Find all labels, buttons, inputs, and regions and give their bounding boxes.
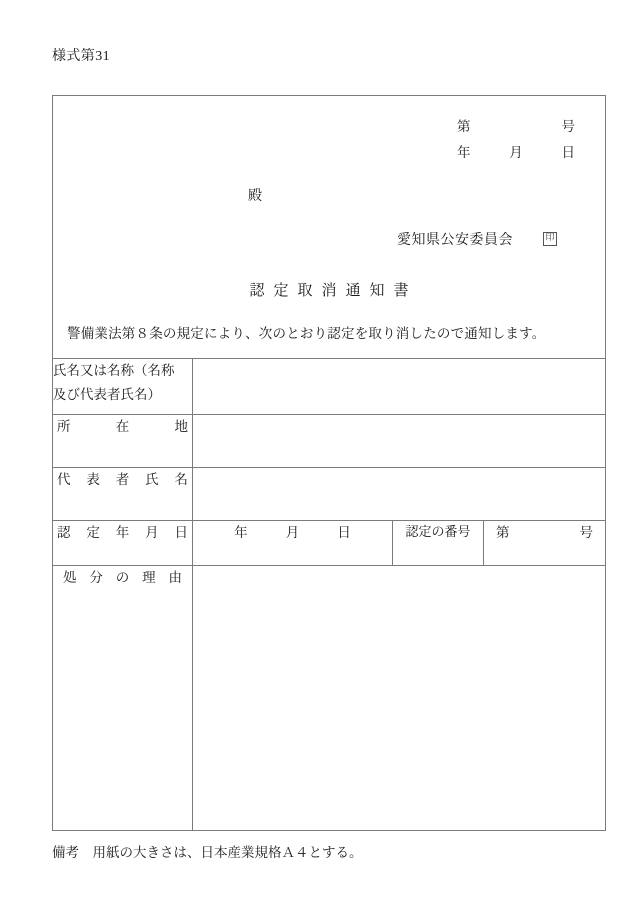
header-cell (53, 96, 606, 359)
lead-paragraph: 警備業法第８条の規定により、次のとおり認定を取り消したので通知します。 (67, 326, 546, 341)
table-row-name (53, 359, 606, 415)
value-name[interactable] (193, 359, 606, 415)
date-year-label: 年 (457, 145, 471, 160)
certification-number-fields (484, 521, 605, 541)
document-date-line (457, 140, 575, 166)
table-row-reason (53, 566, 606, 831)
addressee-honorific: 殿 (248, 189, 262, 204)
value-representative[interactable] (193, 468, 606, 521)
issuer-name: 愛知県公安委員会 (397, 233, 513, 248)
label-name-line1: 氏名又は名称（名称 (53, 363, 175, 378)
document-number-line (457, 114, 575, 140)
document-number-unit: 号 (561, 119, 575, 134)
reason-label-box (53, 566, 192, 586)
table-row-certification-date (53, 521, 606, 566)
label-name-line2: 及び代表者氏名） (53, 387, 161, 403)
table-row-representative (53, 468, 606, 521)
table-row-address (53, 415, 606, 468)
certification-number-label-text: 認定の番号 (405, 524, 471, 539)
value-certification-number[interactable] (484, 521, 606, 566)
label-address-text: 所在地 (57, 419, 188, 434)
certification-number-unit: 号 (579, 525, 593, 540)
label-reason-text: 処分の理由 (63, 570, 182, 585)
certification-year-label: 年 (234, 525, 248, 540)
label-representative-text: 代表者氏名 (57, 472, 188, 487)
date-day-label: 日 (561, 145, 575, 160)
footnote-text: 備考 用紙の大きさは、日本産業規格Ａ４とする。 (52, 845, 363, 860)
notice-form-table (52, 95, 606, 831)
document-number-prefix: 第 (457, 119, 471, 134)
label-representative (53, 468, 193, 521)
certification-month-label: 月 (285, 525, 300, 540)
label-address (53, 415, 193, 468)
certification-day-label: 日 (337, 525, 351, 540)
issuer-row (53, 229, 605, 249)
label-name (53, 359, 193, 415)
label-certification-date (53, 521, 193, 566)
header-row (53, 96, 606, 359)
document-title: 認定取消通知書 (249, 283, 418, 299)
document-number-block (437, 114, 587, 166)
label-reason (53, 566, 193, 831)
form-number-label: 様式第31 (52, 49, 110, 64)
seal-icon: 印 (543, 232, 557, 246)
label-certification-date-text: 認定年月日 (57, 525, 188, 540)
certification-number-prefix: 第 (496, 525, 510, 540)
label-certification-number (393, 521, 484, 566)
certification-number-label-text-wrap (393, 521, 483, 540)
value-reason[interactable] (193, 566, 606, 831)
date-month-label: 月 (509, 145, 523, 160)
value-address[interactable] (193, 415, 606, 468)
value-certification-date[interactable] (193, 521, 393, 566)
certification-date-fields (193, 521, 392, 541)
